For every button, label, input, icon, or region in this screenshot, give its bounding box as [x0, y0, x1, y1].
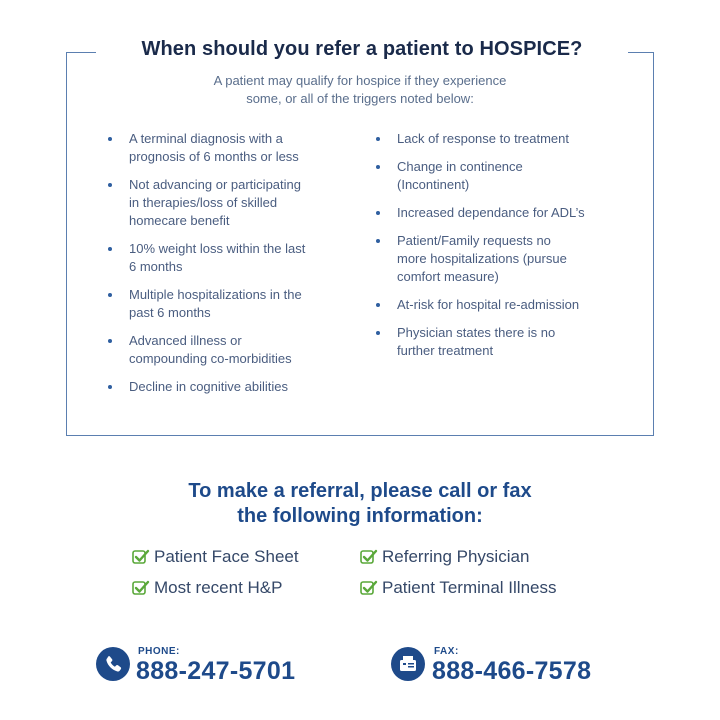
bullet-icon: [108, 183, 112, 187]
trigger-item: Multiple hospitalizations in the past 6 months: [106, 286, 346, 322]
bullet-icon: [376, 303, 380, 307]
box-border-top-left: [66, 52, 96, 53]
trigger-item: At-risk for hospital re-admission: [374, 296, 636, 314]
referral-heading-line-2: the following information:: [237, 505, 483, 527]
referral-heading-line-1: To make a referral, please call or fax: [188, 480, 532, 502]
phone-number[interactable]: 888-247-5701: [136, 657, 296, 685]
referral-heading: [100, 479, 620, 529]
fax-icon: [391, 647, 425, 681]
bullet-icon: [108, 137, 112, 141]
bullet-icon: [108, 385, 112, 389]
bullet-icon: [376, 331, 380, 335]
intro-line-1: A patient may qualify for hospice if they experience: [213, 73, 507, 88]
triggers-list-left: [106, 130, 346, 406]
bullet-icon: [376, 239, 380, 243]
trigger-item: Physician states there is no further treatment: [374, 324, 636, 360]
check-icon: [360, 549, 378, 565]
bullet-icon: [108, 293, 112, 297]
bullet-icon: [376, 211, 380, 215]
fax-label: FAX:: [434, 646, 459, 657]
phone-label: PHONE:: [138, 646, 180, 657]
triggers-list-right: [374, 130, 636, 370]
trigger-item: Patient/Family requests no more hospitalizations (pursue comfort measure): [374, 232, 636, 286]
trigger-item: Not advancing or participating in therapies/loss of skilled homecare benefit: [106, 176, 346, 230]
bullet-icon: [376, 165, 380, 169]
bullet-icon: [108, 247, 112, 251]
check-icon: [132, 549, 150, 565]
intro-line-2: some, or all of the triggers noted below:: [246, 91, 474, 106]
trigger-item: Increased dependance for ADL’s: [374, 204, 636, 222]
trigger-item: Decline in cognitive abilities: [106, 378, 346, 396]
box-border-top-right: [628, 52, 654, 53]
check-icon: [132, 580, 150, 596]
trigger-item: Change in continence (Incontinent): [374, 158, 636, 194]
trigger-item: Lack of response to treatment: [374, 130, 636, 148]
page-title: When should you refer a patient to HOSPICE?: [141, 38, 583, 60]
phone-icon: [96, 647, 130, 681]
intro-text: [160, 72, 560, 108]
trigger-item: A terminal diagnosis with a prognosis of 6 months or less: [106, 130, 346, 166]
fax-number: 888-466-7578: [432, 657, 592, 685]
bullet-icon: [108, 339, 112, 343]
trigger-item: 10% weight loss within the last 6 months: [106, 240, 346, 276]
bullet-icon: [376, 137, 380, 141]
trigger-item: Advanced illness or compounding co-morbidities: [106, 332, 346, 368]
check-icon: [360, 580, 378, 596]
